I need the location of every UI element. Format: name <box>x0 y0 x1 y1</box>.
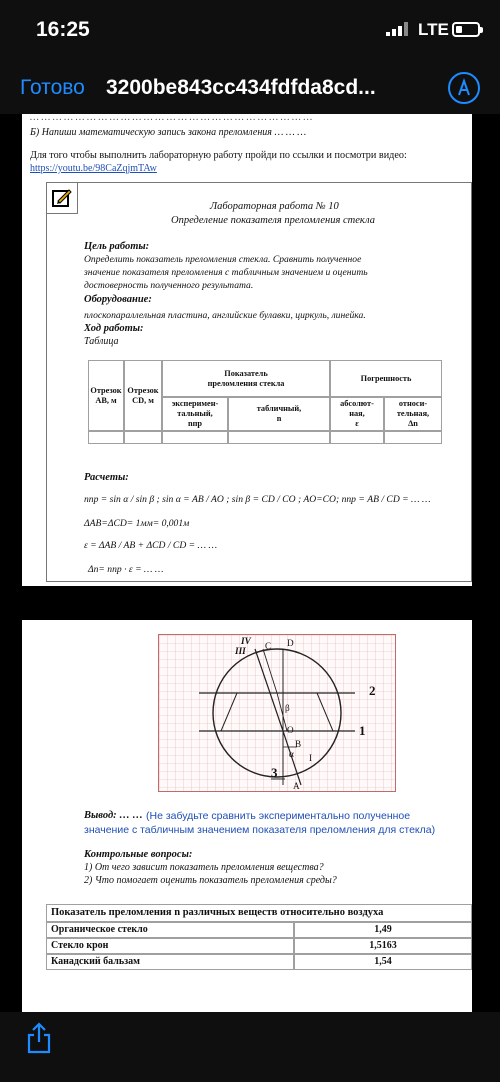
diagram-label: 3 <box>271 765 278 780</box>
questions-heading: Контрольные вопросы: <box>84 849 193 860</box>
diagram-label: O <box>287 725 294 735</box>
refraction-diagram <box>158 634 396 792</box>
diagram-label: I <box>309 753 313 763</box>
calc-heading: Расчеты: <box>84 472 129 483</box>
notepad-pencil-icon <box>52 188 72 208</box>
calc-delta-line: ΔAB=ΔCD= 1мм= 0,001м <box>84 518 190 529</box>
table-header-cd: Отрезок CD, м <box>124 360 162 431</box>
document-page-1 <box>22 114 472 586</box>
reference-table-title: Показатель преломления n различных веществ относительно воздуха <box>46 904 472 922</box>
reference-row-value: 1,49 <box>294 922 472 938</box>
intro-text: Для того чтобы выполнить лабораторную работу пройди по ссылки и посмотри видео: <box>30 150 407 161</box>
markup-button[interactable] <box>448 72 480 104</box>
diagram-label: D <box>287 638 294 648</box>
table-header-ab: Отрезок АВ, м <box>88 360 124 431</box>
navigation-bar <box>0 62 500 114</box>
network-type: LTE <box>418 20 449 39</box>
table-header-relative: относи- тельная, Δn <box>384 397 442 431</box>
table-header-error-group: Погрешность <box>330 360 442 397</box>
signal-icon <box>386 22 412 36</box>
status-bar <box>0 0 500 62</box>
reference-row-value: 1,5163 <box>294 938 472 954</box>
question-item: 1) От чего зависит показатель преломления вещества? <box>84 862 324 873</box>
goal-line: Определить показатель преломления стекла. Сравнить полученное <box>84 254 362 265</box>
battery-icon <box>452 22 480 37</box>
reference-row-name: Канадский бальзам <box>46 954 294 970</box>
diagram-label: β <box>285 703 290 713</box>
diagram-label: A <box>293 781 300 791</box>
table-header-absolute: абсолют- ная, ε <box>330 397 384 431</box>
lab-subtitle: Определение показателя преломления стекла <box>171 215 375 226</box>
table-cell <box>162 431 228 444</box>
table-cell <box>88 431 124 444</box>
diagram-label: B <box>295 739 302 749</box>
goal-heading: Цель работы: <box>84 241 150 252</box>
diagram-label: 1 <box>359 723 366 738</box>
document-title: 3200be843cc434fdfda8cd... <box>106 76 376 99</box>
reference-row-value: 1,54 <box>294 954 472 970</box>
table-header-experimental: эксперимен- тальный, nпр <box>162 397 228 431</box>
cut-off-line: … … … … … … … … … … … … … … … … … … … … … … … … … <box>30 114 313 123</box>
calc-formula-line: nпр = sin α / sin β ; sin α = AB / AO ; sin β = CD / CO ; AO=CO; nпр = AB / CD = … … <box>84 494 431 505</box>
equipment-heading: Оборудование: <box>84 294 152 305</box>
table-header-index-group: Показатель преломления стекла <box>162 360 330 397</box>
lab-title: Лабораторная работа № 10 <box>210 201 339 212</box>
question-item: 2) Что помогает оценить показатель преломления среды? <box>84 875 337 886</box>
task-b-line: Б) Напиши математическую запись закона преломления … … … <box>30 127 307 138</box>
share-button[interactable] <box>26 1022 52 1059</box>
reference-row-name: Стекло крон <box>46 938 294 954</box>
conclusion-note: (Не забудьте сравнить экспериментально полученное <box>146 810 411 822</box>
diagram-label: α <box>289 749 294 759</box>
diagram-label: IV <box>241 636 251 646</box>
markup-pen-icon <box>450 74 478 102</box>
table-cell <box>384 431 442 444</box>
table-cell <box>330 431 384 444</box>
bottom-toolbar <box>0 1012 500 1082</box>
conclusion-note-line-2: значение с табличным значением показателя преломления для стекла) <box>84 824 436 836</box>
table-cell <box>124 431 162 444</box>
done-button[interactable]: Готово <box>20 76 85 99</box>
calc-epsilon-line: ε = ΔAB / AB + ΔCD / CD = … … <box>84 540 217 551</box>
table-cell <box>228 431 330 444</box>
diagram-label: C <box>265 641 272 651</box>
status-time: 16:25 <box>36 18 90 41</box>
equipment-text: плоскопараллельная пластина, английские булавки, циркуль, линейка. <box>84 310 366 321</box>
share-icon <box>26 1022 52 1054</box>
video-link[interactable]: https://youtu.be/98CaZqjmTAw <box>30 163 157 174</box>
steps-heading: Ход работы: <box>84 323 144 334</box>
table-label: Таблица <box>84 336 119 347</box>
document-page-2 <box>22 620 472 1012</box>
diagram-label: 2 <box>369 683 376 698</box>
conclusion-label: Вывод: … … <box>84 810 143 821</box>
table-header-tabular: табличный, n <box>228 397 330 431</box>
calc-dn-line: Δn= nпр · ε = … … <box>88 564 164 575</box>
reference-row-name: Органическое стекло <box>46 922 294 938</box>
goal-line: значение показателя преломления с табличным значением и оценить <box>84 267 368 278</box>
goal-line: достоверность полученного результата. <box>84 280 254 291</box>
diagram-label: III <box>235 646 246 656</box>
